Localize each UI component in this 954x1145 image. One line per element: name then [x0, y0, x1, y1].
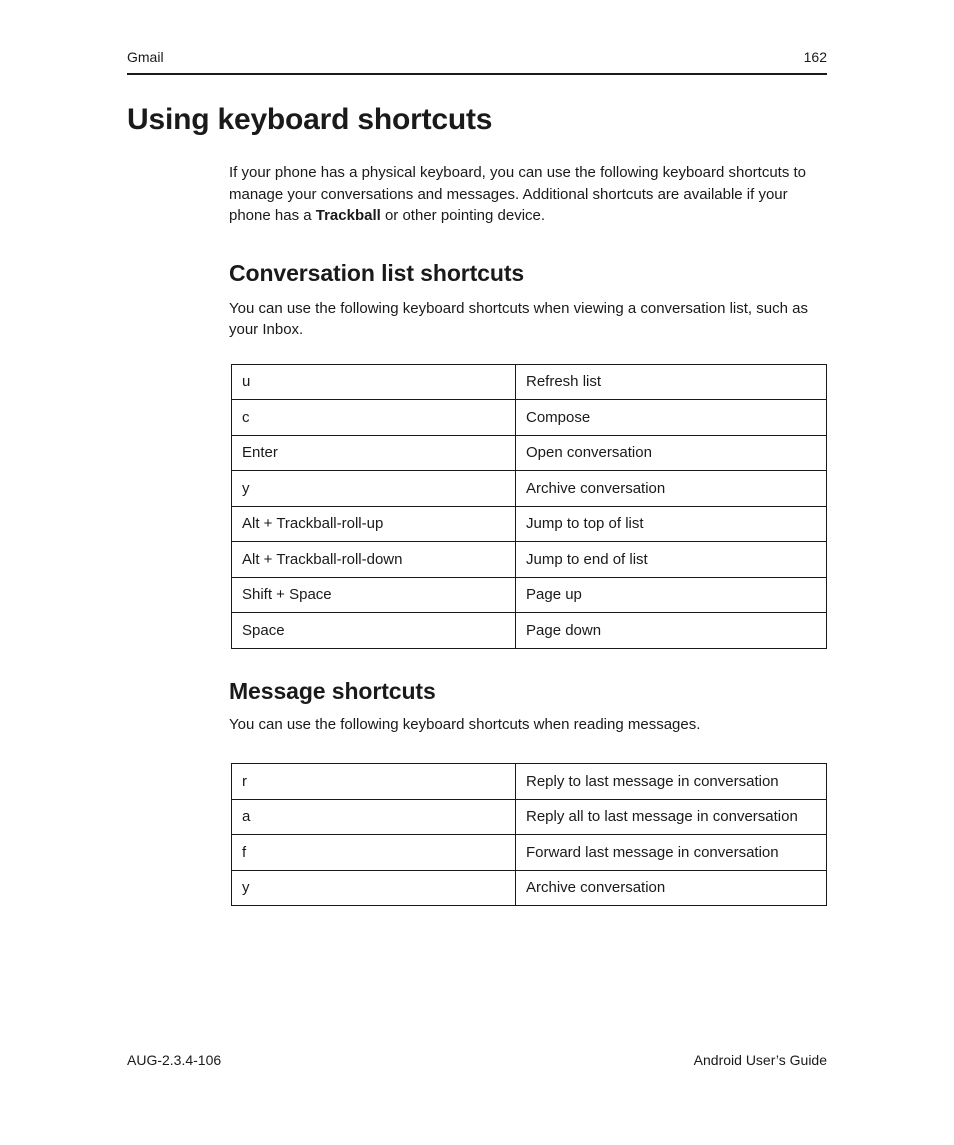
shortcut-key-cell: y	[232, 870, 516, 906]
shortcut-action-cell: Forward last message in conversation	[516, 835, 827, 871]
shortcut-key-cell: Space	[232, 613, 516, 649]
table-row	[232, 613, 827, 649]
table-row	[232, 799, 827, 835]
table-row	[232, 835, 827, 871]
intro-text-before: If your phone has a physical keyboard, you can use the following keyboard shortcuts to manage your conversations and messages. Additional shortcuts are available if your phone has a	[229, 164, 807, 224]
message-shortcuts-description: You can use the following keyboard shortcuts when reading messages.	[229, 715, 701, 733]
table-row	[232, 471, 827, 507]
footer-guide-name: Android User’s Guide	[693, 1052, 827, 1068]
conversation-list-heading: Conversation list shortcuts	[229, 259, 525, 286]
shortcut-key-cell: a	[232, 799, 516, 835]
page-header	[127, 48, 827, 75]
page-number: 162	[803, 49, 827, 65]
shortcut-action-cell: Open conversation	[516, 435, 827, 471]
conversation-list-description: You can use the following keyboard shortcuts when viewing a conversation list, such as your Inbox.	[229, 299, 808, 338]
shortcut-action-cell: Reply to last message in conversation	[516, 764, 827, 800]
shortcut-key-cell: u	[232, 364, 516, 400]
table-row	[232, 506, 827, 542]
main-content	[229, 162, 827, 906]
shortcut-action-cell: Archive conversation	[516, 870, 827, 906]
shortcut-key-cell: y	[232, 471, 516, 507]
shortcut-key-cell: Alt + Trackball-roll-up	[232, 506, 516, 542]
shortcut-key-cell: c	[232, 400, 516, 436]
shortcut-action-cell: Jump to end of list	[516, 542, 827, 578]
intro-text-after: or other pointing device.	[380, 207, 546, 224]
shortcut-action-cell: Reply all to last message in conversation	[516, 799, 827, 835]
table-row	[232, 364, 827, 400]
table-row	[232, 764, 827, 800]
footer-doc-id: AUG-2.3.4-106	[127, 1052, 222, 1068]
shortcut-action-cell: Refresh list	[516, 364, 827, 400]
message-shortcuts-heading: Message shortcuts	[229, 677, 436, 704]
table-row	[232, 400, 827, 436]
header-section-name: Gmail	[127, 49, 164, 65]
shortcut-key-cell: f	[232, 835, 516, 871]
shortcut-key-cell: r	[232, 764, 516, 800]
shortcut-key-cell: Enter	[232, 435, 516, 471]
conversation-shortcuts-table	[231, 364, 827, 649]
shortcut-action-cell: Compose	[516, 400, 827, 436]
shortcut-key-cell: Alt + Trackball-roll-down	[232, 542, 516, 578]
shortcut-action-cell: Archive conversation	[516, 471, 827, 507]
shortcut-action-cell: Jump to top of list	[516, 506, 827, 542]
shortcut-action-cell: Page down	[516, 613, 827, 649]
intro-paragraph	[229, 162, 827, 227]
table-row	[232, 577, 827, 613]
table-row	[232, 435, 827, 471]
intro-bold-trackball: Trackball	[315, 207, 381, 224]
page-title: Using keyboard shortcuts	[127, 103, 493, 136]
shortcut-key-cell: Shift + Space	[232, 577, 516, 613]
message-shortcuts-table	[231, 763, 827, 906]
table-row	[232, 870, 827, 906]
table-row	[232, 542, 827, 578]
shortcut-action-cell: Page up	[516, 577, 827, 613]
